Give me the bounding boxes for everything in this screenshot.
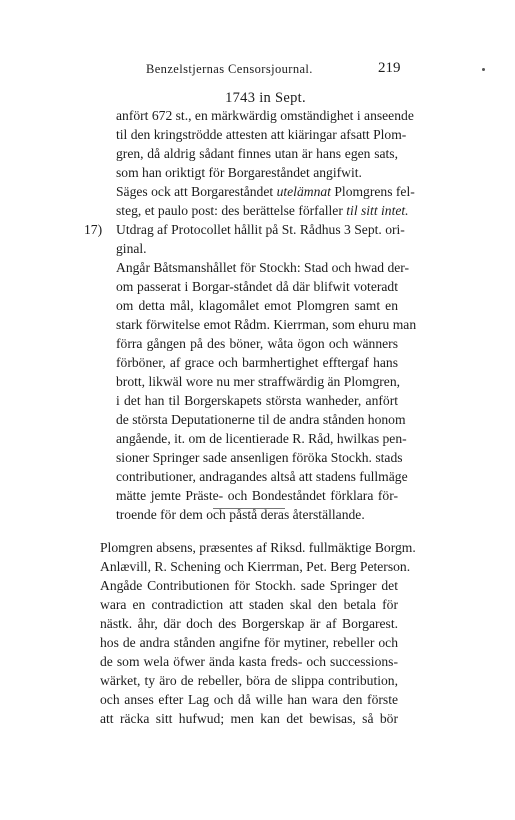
print-speck bbox=[482, 68, 485, 71]
text-line: de som wela öfwer ända kasta freds- och successions- bbox=[100, 654, 398, 669]
text-line: brott, likwäl wore nu mer straffwärdig än Plomgren, bbox=[116, 374, 401, 389]
text-line: om detta mål, klagomålet emot Plomgren samt en bbox=[116, 298, 398, 313]
entry-number: 17) bbox=[84, 222, 103, 237]
text-line: angående, it. om de licentierade R. Råd, hwilkas pen- bbox=[116, 431, 407, 446]
text-line: i det han til Borgerskapets största wanheder, anfört bbox=[116, 393, 398, 408]
section-heading: 1743 in Sept. bbox=[225, 90, 306, 106]
text-line: wärket, ty äro de rebeller, böra de slippa contribution, bbox=[100, 673, 398, 688]
text-line: Plomgren absens, præsentes af Riksd. fullmäktige Borgm. bbox=[100, 540, 416, 555]
italic-word: utelämnat bbox=[276, 184, 331, 199]
text-line: Angår Båtsmanshållet för Stockh: Stad och hwad der- bbox=[116, 260, 410, 275]
text-line: om passerat i Borgar-ståndet då där blifwit voteradt bbox=[116, 279, 398, 294]
running-head-title: Benzelstjernas Censorsjournal. bbox=[146, 62, 313, 76]
text-line: förböner, af grace och barmhertighet efftergaf hans bbox=[116, 355, 398, 370]
text-line: nästk. åhr, där doch des Borgerskap är af Borgarest. bbox=[100, 616, 398, 631]
text-line: hos de andra stånden angifne för mytiner, rebeller och bbox=[100, 635, 398, 650]
text-line: ginal. bbox=[116, 241, 147, 256]
text-line: stark förwitelse emot Rådm. Kierrman, som ehuru man bbox=[116, 317, 417, 332]
text-line: och anses efter Lag och då wille han wara den förste bbox=[100, 692, 398, 707]
text-line: troende för dem och påstå deras återställande. bbox=[116, 507, 365, 522]
text-line: som han oriktigt för Borgareståndet angifwit. bbox=[116, 165, 362, 180]
text-line: steg, et paulo post: des berättelse förfaller til sitt intet. bbox=[116, 203, 409, 218]
text-line: att räcka sitt hufwud; men kan det bewisas, så bör bbox=[100, 711, 398, 726]
text-line: de största Deputationerne til de andra stånden honom bbox=[116, 412, 406, 427]
text-line: Säges ock att Borgareståndet utelämnat Plomgrens fel- bbox=[116, 184, 415, 199]
text-line: gren, då aldrig sådant finnes utan är hans egen sats, bbox=[116, 146, 398, 161]
text-line: wara en contradiction att staden skal den betala för bbox=[100, 597, 398, 612]
running-head bbox=[0, 62, 515, 82]
page-number: 219 bbox=[378, 60, 401, 76]
text-line: contributioner, andragandes altså att stadens fullmäge bbox=[116, 469, 408, 484]
italic-phrase: til sitt intet. bbox=[346, 203, 409, 218]
text-line: sioner Springer sade ansenligen föröka Stockh. stads bbox=[116, 450, 403, 465]
text-line: mätte jemte Präste- och Bondeståndet förklara för- bbox=[116, 488, 398, 503]
section-divider bbox=[213, 508, 285, 509]
text-line: Anlævill, R. Schening och Kierrman, Pet. Berg Peterson. bbox=[100, 559, 411, 574]
text-line: förra gången på des böner, wåta ögon och wänners bbox=[116, 336, 398, 351]
text-line: til den kringströdde attesten att kiäringar afsatt Plom- bbox=[116, 127, 407, 142]
text-line: Utdrag af Protocollet hållit på St. Rådhus 3 Sept. ori- bbox=[116, 222, 405, 237]
text-line: anfört 672 st., en märkwärdig omständighet i anseende bbox=[116, 108, 414, 123]
text-line: Angåde Contributionen för Stockh. sade Springer det bbox=[100, 578, 398, 593]
